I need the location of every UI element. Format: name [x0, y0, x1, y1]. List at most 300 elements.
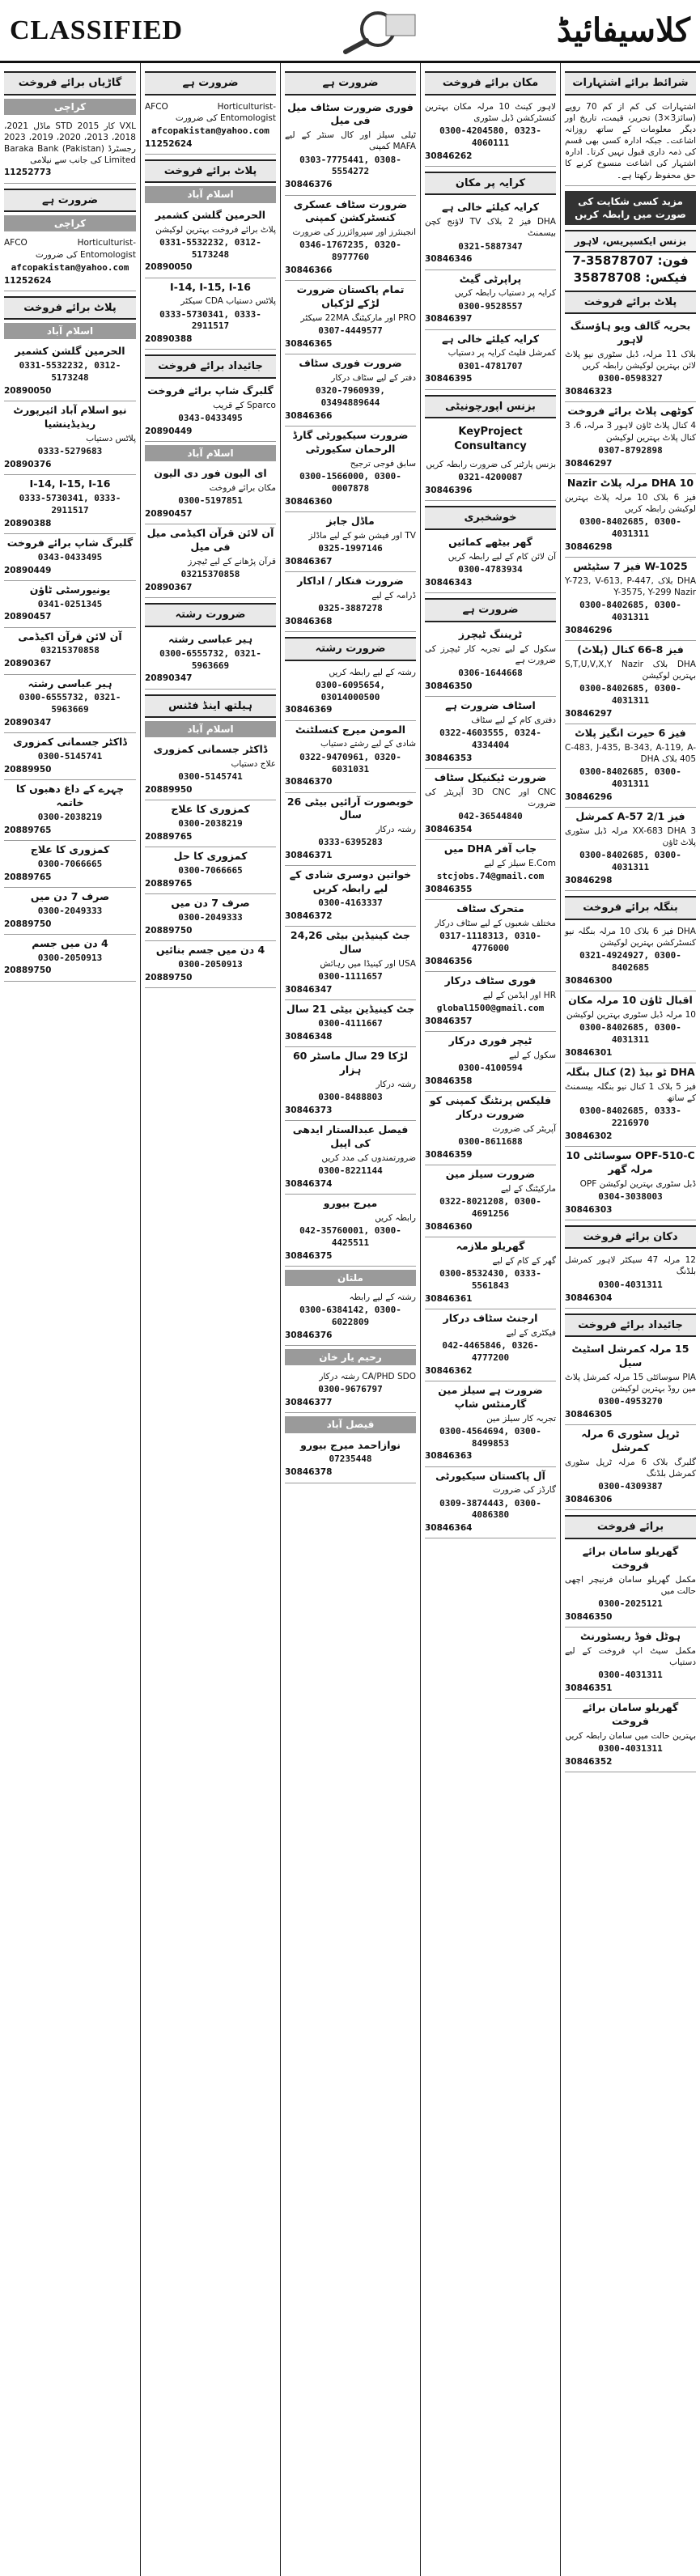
ad-number: 30846378 [285, 1467, 333, 1478]
classified-ad [285, 1000, 416, 1047]
ad-body: رشتہ درکار [375, 1079, 416, 1089]
ad-contact: 0300-4111667 [318, 1018, 383, 1029]
ad-title: ضرورت سٹاف عسکری کنسٹرکشن کمپنی [293, 197, 408, 224]
city-label: فیصل آباد [285, 1416, 416, 1432]
ad-title: فیصل عبدالستار ایدھی کی اپیل [292, 1122, 409, 1149]
ad-number: 20890376 [4, 459, 52, 469]
ad-title: 15 مرلہ کمرشل اسٹیٹ سیل [571, 1343, 689, 1369]
ad-body: گھر کے کام کے لیے [492, 1255, 556, 1266]
ad-number: 30846357 [425, 1016, 473, 1026]
classified-ad [4, 935, 136, 982]
ad-contact: 0300-4309387 [598, 1481, 663, 1492]
ad-number: 30846372 [285, 911, 333, 922]
classified-ad [425, 1309, 556, 1381]
ad-body: 12 مرلہ 47 سیکٹر لاہور کمرشل بلڈنگ [565, 1255, 696, 1277]
city-label: اسلام آباد [4, 323, 136, 339]
office-phone: فون: 35878707-7 [572, 253, 689, 269]
classified-ad [285, 721, 416, 793]
category-heading: دکان برائے فروخت [565, 1225, 696, 1250]
ad-number: 30846364 [425, 1523, 473, 1534]
ad-title: ضرورت سیلز مین [445, 1168, 536, 1181]
classified-ad [285, 1047, 416, 1121]
ad-number: 30846370 [285, 777, 333, 787]
ad-contact: afcopakistan@yahoo.com [11, 261, 129, 273]
ad-number: 20890457 [4, 612, 52, 622]
ad-contact: 0321-5887347 [458, 240, 523, 252]
ad-contact: 0309-3874443, 0300-4086380 [439, 1497, 541, 1521]
ad-contact: 042-36544840 [458, 811, 523, 821]
ad-title: گلبرگ شاپ برائے فروخت [147, 384, 274, 397]
ad-number: 30846354 [425, 824, 473, 834]
ad-number: 20889950 [4, 764, 52, 774]
ad-contact: 03215370858 [40, 645, 100, 656]
ad-title: ٹیچر فوری درکار [448, 1034, 532, 1047]
ad-title: DHA 10 مرلہ پلاٹ Nazir [566, 476, 694, 489]
classified-ad [285, 1121, 416, 1195]
ad-contact: 0300-4204580, 0323-4060111 [439, 125, 541, 148]
ad-contact: 0300-6095654, 03014000500 [315, 679, 386, 702]
ad-body: سکول کے لیے [509, 1050, 556, 1060]
ad-body: پلاٹ برائے فروخت بہترین لوکیشن [155, 224, 276, 235]
ad-number: 20889765 [145, 832, 193, 842]
ad-title: چہرے کے داغ دھبوں کا خاتمہ [15, 783, 125, 808]
ad-number: 20890457 [145, 509, 193, 520]
ad-body: ضرورتمندوں کی مدد کریں [321, 1152, 416, 1163]
ad-contact: 0317-1118313, 0310-4776000 [439, 931, 541, 953]
ad-contact: 0300-4031311 [598, 1670, 663, 1681]
category-heading: کرایہ پر مکان [425, 172, 556, 196]
ad-title: فوری ضرورت سٹاف میل فی میل [287, 100, 414, 127]
ad-number: 30846358 [425, 1076, 473, 1086]
ad-title: بحریہ گالف ویو ہاؤسنگ لاہور [570, 320, 691, 346]
city-label: ملتان [285, 1270, 416, 1286]
ad-number: 30846374 [285, 1178, 333, 1189]
ad-title: تمام پاکستان ضرورت لڑکے لڑکیاں [296, 283, 405, 310]
ad-title: آن لائن قرآن اکیڈمی [18, 630, 122, 643]
ad-number: 30846343 [425, 577, 473, 588]
ad-contact: 0300-6555732, 0321-5963669 [19, 692, 121, 715]
classified-ad [145, 630, 276, 690]
city-label: اسلام آباد [145, 186, 276, 202]
category-heading: جائیداد برائے فروخت [565, 1313, 696, 1338]
ad-contact: 0304-3038003 [598, 1190, 663, 1202]
ad-body: PIA سوسائٹی 15 مرلہ کمرشل پلاٹ مین روڈ بہترین لوکیشن [565, 1372, 696, 1394]
ad-body: 4 کنال پلاٹ ٹاؤن لاہور 3 مرلہ، 6، 3 کنال پلاٹ بہترین لوکیشن [565, 421, 696, 443]
city-label: رحیم یار خان [285, 1349, 416, 1365]
category-heading: بزنس اپورچونیٹی [425, 395, 556, 419]
ad-contact: 0300-4783934 [458, 564, 523, 575]
ad-body: مختلف شعبوں کے لیے سٹاف درکار [435, 918, 556, 928]
ad-title: اسٹاف ضرورت ہے [445, 698, 536, 711]
ad-contact: 0300-4953270 [598, 1396, 663, 1407]
ad-body: ڈبل سٹوری بہترین لوکیشن OPF [579, 1178, 696, 1189]
ad-contact: 0307-4449577 [318, 325, 383, 337]
ad-contact: 0300-2050913 [37, 952, 103, 963]
ad-contact: 07235448 [329, 1454, 372, 1465]
ad-title: ڈاکٹر جسمانی کمزوری [13, 736, 127, 749]
ad-contact: 0300-2038219 [178, 818, 243, 830]
ad-title: فیز 6 حیرت انگیز پلاٹ [575, 726, 686, 739]
classified-ad [145, 941, 276, 988]
ad-title: DHA ٹو بیڈ (2) کنال بنگلہ [566, 1065, 695, 1078]
ad-title: W-1025 فیز 7 سٹیٹس [573, 559, 688, 572]
ad-contact: 0300-8221144 [318, 1165, 383, 1176]
ad-contact: 0322-4603555, 0324-4334404 [439, 727, 541, 750]
classified-ad [565, 317, 696, 402]
ad-contact: 0300-5197851 [178, 495, 243, 507]
category-heading: پلاٹ برائے فروخت [565, 291, 696, 315]
classified-ad [425, 697, 556, 769]
classified-ad [425, 1032, 556, 1092]
ad-contact: 0300-8402685, 0333-2216970 [579, 1105, 681, 1128]
ad-body: مکان برائے فروخت [209, 483, 276, 494]
ad-body: C-483, J-435, B-343, A-119, A-405 بلاک DHA [565, 742, 696, 764]
ad-contact: 0303-7775441, 0308-5554272 [299, 154, 401, 177]
classified-ad [4, 235, 136, 291]
ad-title: آل پاکستان سیکیورٹی [435, 1469, 545, 1482]
ad-number: 30846296 [565, 625, 613, 635]
classified-ad [285, 1369, 416, 1413]
ad-contact: 0300-7066665 [37, 858, 103, 869]
ad-number: 30846363 [425, 1451, 473, 1462]
ad-title: ضرورت ٹیکنیکل سٹاف [434, 770, 547, 783]
ad-body: علاج دستیاب [231, 759, 276, 770]
ad-body: رابطہ کریں [375, 1212, 416, 1223]
classified-ad [565, 808, 696, 891]
ad-title: فلیکس پرنٹنگ کمپنی کو ضرورت درکار [429, 1094, 552, 1120]
ad-number: 30846359 [425, 1149, 473, 1160]
classified-ad [565, 1340, 696, 1425]
ad-body: دفتری کام کے لیے سٹاف [471, 715, 556, 725]
category-heading: ضرورت ہے [285, 71, 416, 95]
classified-ad [565, 99, 696, 186]
ad-number: 20890449 [4, 565, 52, 575]
ad-number: 20890388 [145, 334, 193, 345]
ad-number: 20889765 [4, 872, 52, 882]
ad-title: گھریلو سامان برائے فروخت [582, 1544, 679, 1571]
ad-number: 30846351 [565, 1683, 613, 1694]
classified-ad [425, 1092, 556, 1165]
category-heading: مکان برائے فروخت [425, 71, 556, 95]
classified-ad [565, 923, 696, 991]
classified-ad [4, 342, 136, 401]
ad-title: ٹریننگ ٹیچرز [458, 627, 523, 640]
ad-title: فوری سٹاف درکار [444, 974, 537, 987]
ad-number: 20890388 [4, 518, 52, 528]
ad-title: ضرورت ہے سیلز مین گارمنٹس شاپ [438, 1383, 543, 1410]
ad-body: دفتر کے لیے سٹاف درکار [331, 373, 416, 384]
ad-title: گھریلو سامان برائے فروخت [582, 1701, 679, 1728]
ad-title: ماڈل جابز [326, 514, 375, 527]
ad-body: کرایہ پر دستیاب رابطہ کریں [454, 288, 556, 299]
classified-ad [425, 900, 556, 972]
ad-number: 11252624 [145, 138, 193, 149]
ad-contact: 0300-6555732, 0321-5963669 [159, 647, 261, 671]
classified-ad [425, 533, 556, 593]
ad-number: 30846347 [285, 984, 333, 995]
ad-body: فیکٹری کے لیے [506, 1327, 556, 1338]
category-heading: ضرورت رشتہ [285, 637, 416, 661]
ad-number: 20890449 [145, 426, 193, 436]
ad-number: 30846362 [425, 1365, 473, 1376]
ad-contact: 0300-8402685, 0300-4031311 [579, 516, 681, 539]
ad-contact: 0300-9676797 [318, 1384, 383, 1395]
ad-number: 30846303 [565, 1204, 613, 1215]
ad-body: کمرشل فلیٹ کرایہ پر دستیاب [448, 348, 556, 359]
ad-number: 30846377 [285, 1398, 333, 1408]
ad-contact: 0343-0433495 [178, 413, 243, 424]
ad-contact: 0300-8402685, 0300-4031311 [579, 850, 681, 873]
ad-contact: 0333-6395283 [318, 837, 383, 848]
classified-ad [145, 894, 276, 941]
ad-contact: 0331-5532232, 0312-5173248 [159, 236, 261, 260]
ad-contact: 0300-4564694, 0300-8499853 [439, 1425, 541, 1449]
city-label: کراچی [4, 215, 136, 231]
ad-column-3 [280, 63, 420, 2576]
ad-body: انجینئرز اور سپروائزرز کی ضرورت [292, 227, 416, 238]
ad-number: 30846304 [565, 1292, 613, 1303]
ad-number: 20890347 [4, 718, 52, 728]
ad-title: لڑکا 29 سال ماسٹر 60 ہزار [292, 1050, 409, 1076]
ad-number: 20890050 [4, 385, 52, 396]
ad-body: TV اور فیشن شو کے لیے ماڈلز [308, 530, 416, 541]
ad-body: مکمل سیٹ اپ فروخت کے لیے دستیاب [565, 1645, 696, 1668]
ad-title: ہیر عباسی رشتہ [168, 632, 253, 645]
ad-title: جٹ کینیڈین بیٹی 21 سال [286, 1003, 415, 1016]
notice-banner: مزید کسی شکایت کی صورت میں رابطہ کریں [565, 191, 696, 225]
city-label: اسلام آباد [145, 721, 276, 737]
ad-title: نوازاحمد میرج بیورو [300, 1438, 401, 1451]
ad-body: سابق فوجی ترجیح [350, 458, 416, 469]
ad-number: 20889750 [145, 972, 193, 982]
ad-column-4 [140, 63, 280, 2576]
ad-number: 20889765 [145, 878, 193, 889]
classified-ad [565, 1628, 696, 1699]
ad-contact: 0300-2025121 [598, 1598, 663, 1610]
ad-number: 30846369 [285, 705, 333, 715]
ad-title: I-14, I-15, I-16 [170, 280, 251, 293]
classified-ad [425, 456, 556, 501]
ad-title: ضرورت فوری سٹاف [299, 357, 402, 370]
office-address: بزنس ایکسپریس، لاہور [565, 230, 696, 253]
classified-ad [285, 927, 416, 1000]
ad-number: 30846395 [425, 374, 473, 384]
ad-contact: 0322-8021208, 0300-4691256 [439, 1196, 541, 1219]
classified-ad [4, 733, 136, 780]
classified-ad [145, 800, 276, 847]
ad-body: فیز 6 بلاک 10 مرلہ پلاٹ بہترین لوکیشن رابطہ کریں [565, 492, 696, 514]
classified-ad [285, 572, 416, 632]
classified-ad [425, 99, 556, 167]
ad-body: اشتہارات کی کم از کم 70 روپے (سائز3×3) تحریر، قیمت، تاریخ اور دیگر معلومات کے ساتھ روزانہ اشاعت۔ جبکہ ادارہ کسی بھی قسم کی ذمہ داری قبول نہیں کرتا۔ ادارہ اشتہار کی اشاعت منسوخ کرنے کا حق محفوظ رکھتا ہے۔ [565, 101, 696, 180]
category-heading: ہیلتھ اینڈ فٹنس [145, 694, 276, 719]
ad-number: 20890050 [145, 262, 193, 273]
classified-ad [4, 581, 136, 628]
classified-ad [285, 1195, 416, 1267]
ad-contact: 0300-2038219 [37, 811, 103, 822]
ad-contact: stcjobs.74@gmail.com [436, 871, 545, 882]
ad-number: 30846300 [565, 975, 613, 986]
ad-contact: 0300-5145741 [178, 771, 243, 783]
ad-title: کمزوری کا علاج [171, 803, 250, 816]
ad-column-2 [420, 63, 560, 2576]
classified-ad [145, 847, 276, 894]
ad-title: کوٹھی پلاٹ برائے فروخت [567, 405, 694, 418]
ad-body: مارکیٹنگ کے لیے [500, 1183, 556, 1194]
ad-number: 20890347 [145, 673, 193, 684]
ad-contact: 0307-8792898 [598, 444, 663, 456]
ad-contact: 0300-8611688 [458, 1136, 523, 1148]
magnifier-icon [321, 6, 418, 55]
ad-contact: 0346-1767235, 0320-8977760 [299, 240, 401, 263]
ad-contact: 0320-7960939, 03494889644 [315, 385, 386, 409]
classified-ad [565, 1147, 696, 1220]
ad-contact: global1500@gmail.com [436, 1003, 545, 1014]
ad-contact: 0300-4163337 [318, 898, 383, 909]
ad-title: صرف 7 دن میں [30, 889, 110, 902]
ad-number: 30846360 [285, 496, 333, 507]
classified-ad [565, 402, 696, 473]
ad-contact: 0300-8402685, 0300-4031311 [579, 600, 681, 622]
category-heading: خوشخبری [425, 506, 556, 530]
ad-contact: 0343-0433495 [37, 551, 103, 562]
classified-ad [425, 769, 556, 840]
ad-title: ارجنٹ سٹاف درکار [443, 1311, 538, 1324]
ad-body: فیز 5 بلاک 1 کنال نیو بنگلہ بیسمنٹ کے ساتھ [565, 1081, 696, 1103]
ad-contact: 0300-8402685, 0300-4031311 [579, 683, 681, 706]
ad-number: 20889750 [4, 965, 52, 976]
ad-title: اقبال ٹاؤن 10 مرلہ مکان [568, 993, 693, 1006]
ad-number: 30846361 [425, 1293, 473, 1304]
ad-contact: 03215370858 [180, 569, 240, 580]
ad-body: شادی کے لیے رشتے دستیاب [320, 739, 416, 749]
ad-contact: 0300-9528557 [458, 300, 523, 312]
ad-column-5 [0, 63, 140, 2576]
ad-title: گلبرگ شاپ برائے فروخت [6, 536, 134, 549]
classified-ad [565, 558, 696, 641]
ad-number: 30846350 [565, 1611, 613, 1622]
ad-body: DHA فیز 2 بلاک TV لاؤنج کچن بیسمنٹ [425, 217, 556, 239]
classified-ad [425, 330, 556, 390]
ad-contact: 0300-4100594 [458, 1063, 523, 1074]
classified-ad [285, 196, 416, 282]
classified-ad [425, 198, 556, 269]
ad-number: 30846352 [565, 1757, 613, 1768]
category-heading: برائے فروخت [565, 1515, 696, 1539]
ad-body: Sparco کے قریب [213, 400, 276, 410]
ad-number: 30846376 [285, 180, 333, 190]
ad-number: 30846368 [285, 616, 333, 626]
ad-body: آپریٹر کی ضرورت [492, 1123, 556, 1134]
ad-body: رشتہ کے لیے رابطہ [349, 1292, 416, 1303]
classified-ad [145, 382, 276, 442]
ad-contact: 0321-4200087 [458, 472, 523, 483]
ad-body: پلاٹس دستیاب CDA سیکٹر [180, 296, 276, 307]
ad-title: ای الیون فور دی الیون [154, 467, 267, 480]
city-label: اسلام آباد [145, 445, 276, 461]
classified-ad [4, 888, 136, 935]
ad-contact: 0300-2049333 [37, 905, 103, 916]
ad-number: 30846360 [425, 1221, 473, 1232]
ad-body: DHA بلاک S,T,U,V,X,Y Nazir بہترین لوکیشن [565, 659, 696, 681]
ad-body: بلاک 11 مرلہ، ڈبل سٹوری نیو پلاٹ لائن بہترین لوکیشن رابطہ کریں [565, 350, 696, 371]
ad-body: آن لائن کام کے لیے رابطہ کریں [448, 551, 556, 562]
ad-body: رشتہ کے لیے رابطہ کریں [329, 667, 416, 677]
ad-title: نیو اسلام آباد ائیرپورٹ ریذیڈینشیا [13, 404, 127, 431]
ad-number: 30846366 [285, 265, 333, 276]
ad-number: 30846365 [285, 339, 333, 350]
ad-number: 30846371 [285, 851, 333, 861]
ad-contact: 0300-8402685, 0300-4031311 [579, 766, 681, 789]
ad-number: 30846367 [285, 556, 333, 567]
ad-title: 4 دن میں جسم [32, 936, 108, 949]
category-heading: جائیداد برائے فروخت [145, 354, 276, 379]
classified-ad [4, 780, 136, 841]
ad-title: آن لائن قرآن اکیڈمی میل فی میل [146, 527, 274, 554]
ad-contact: 0300-7066665 [178, 865, 243, 876]
city-label: کراچی [4, 99, 136, 115]
classified-ad [425, 972, 556, 1032]
classified-ad [565, 474, 696, 558]
ad-body: E.Com سیلز کے لیے [484, 858, 556, 868]
ad-contact: 0300-4031311 [598, 1743, 663, 1755]
classified-ad [565, 1699, 696, 1772]
ad-contact: 0300-1566000, 0300-0007878 [299, 471, 401, 494]
ad-body: گلبرگ بلاک 6 مرلہ ٹرپل سٹوری کمرشل بلڈنگ [565, 1458, 696, 1479]
ad-contact: 0300-8488803 [318, 1091, 383, 1102]
classified-ad [285, 281, 416, 354]
ad-body: VXL کار 2015 STD ماڈل 2021، 2018، 2013، 2020، 2019، 2023 رجسٹرڈ Baraka Bank (Pakistan) Limited کی جانب سے نیلامی [4, 121, 137, 166]
ad-number: 20890367 [4, 659, 52, 669]
classified-ad [425, 270, 556, 330]
ad-title: پراپرٹی گیٹ [459, 272, 522, 285]
ad-columns [0, 63, 700, 2576]
ad-number: 30846306 [565, 1495, 613, 1505]
classified-ad [4, 841, 136, 888]
ad-body: CA/PHD SDO رشتہ درکار [319, 1372, 416, 1382]
classified-ad [565, 1252, 696, 1308]
category-heading: ضرورت رشتہ [145, 603, 276, 627]
ad-title: گھر بیٹھے کمائیں [448, 536, 532, 549]
ad-number: 20890367 [145, 583, 193, 593]
ad-body: USA اور کینیڈا میں رہائش [320, 958, 416, 969]
classified-ad [425, 1165, 556, 1237]
classified-ad [4, 118, 136, 184]
ad-title: میرج بیورو [323, 1196, 378, 1209]
ad-body: ٹیلی سیلز اور کال سنٹر کے لیے MAFA کمپنی [285, 130, 416, 152]
classified-ad [565, 1063, 696, 1147]
ad-number: 30846305 [565, 1410, 613, 1420]
classified-ad [285, 664, 416, 721]
classified-ad [565, 641, 696, 724]
ad-contact: afcopakistan@yahoo.com [151, 125, 269, 136]
ad-body: AFCO Horticulturist-Entomologist کی ضرورت [145, 101, 276, 123]
classified-ad [4, 401, 136, 475]
office-phone: فیکس: 35878708 [573, 269, 688, 285]
ad-body: 10 مرلہ ڈبل سٹوری بہترین لوکیشن [566, 1009, 696, 1020]
ad-body: رشتہ درکار [375, 825, 416, 835]
ad-contact: 0300-2049333 [178, 911, 243, 923]
ad-body: XX-683 DHA 3 مرلہ ڈبل سٹوری پلاٹ ٹاؤن [565, 825, 697, 848]
ad-number: 30846297 [565, 708, 613, 719]
category-heading: بنگلہ برائے فروخت [565, 896, 696, 920]
classified-ad [145, 524, 276, 598]
ad-title: خواتین دوسری شادی کے لیے رابطہ کریں [289, 868, 412, 895]
ad-title: الحرمین گلشن کشمیر [15, 345, 125, 358]
ad-title: کمزوری کا حل [173, 850, 248, 863]
title-urdu: کلاسیفائیڈ [556, 11, 690, 49]
classified-ad [4, 534, 136, 581]
